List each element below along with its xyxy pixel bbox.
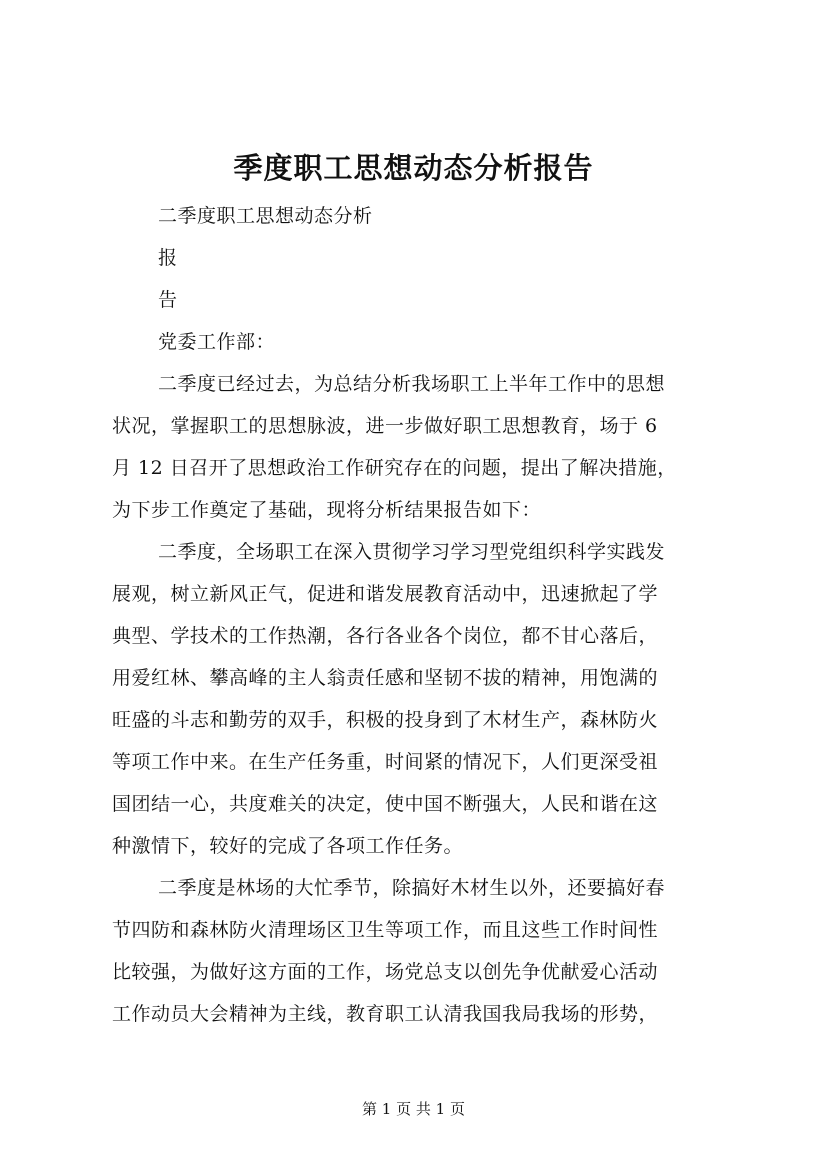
- paragraph-2-line-7: 国团结一心，共度难关的决定，使中国不断强大，人民和谐在这: [112, 793, 659, 815]
- paragraph-1-line-3: 月 12 日召开了思想政治工作研究存在的问题，提出了解决措施，: [112, 457, 677, 479]
- paragraph-2-line-6: 等项工作中来。在生产任务重，时间紧的情况下，人们更深受祖: [112, 751, 659, 773]
- subtitle-char-gao: 告: [158, 289, 178, 311]
- subtitle-line: 二季度职工思想动态分析: [158, 205, 373, 227]
- paragraph-3-line-1: 二季度是林场的大忙季节，除搞好木材生以外，还要搞好春: [158, 877, 666, 899]
- subtitle-char-bao: 报: [158, 247, 178, 269]
- paragraph-2-line-4: 用爱红林、攀高峰的主人翁责任感和坚韧不拔的精神，用饱满的: [112, 667, 659, 689]
- document-title: 季度职工思想动态分析报告: [233, 151, 594, 185]
- paragraph-2-line-3: 典型、学技术的工作热潮，各行各业各个岗位，都不甘心落后，: [112, 625, 659, 647]
- paragraph-2-line-1: 二季度，全场职工在深入贯彻学习学习型党组织科学实践发: [158, 541, 666, 563]
- paragraph-3-line-2: 节四防和森林防火清理场区卫生等项工作，而且这些工作时间性: [112, 919, 659, 941]
- paragraph-2-line-8: 种激情下，较好的完成了各项工作任务。: [112, 835, 464, 857]
- paragraph-2-line-5: 旺盛的斗志和勤劳的双手，积极的投身到了木材生产，森林防火: [112, 709, 659, 731]
- paragraph-3-line-3: 比较强，为做好这方面的工作，场党总支以创先争优献爱心活动: [112, 961, 659, 983]
- recipient-line: 党委工作部：: [158, 331, 276, 353]
- paragraph-1-line-4: 为下步工作奠定了基础，现将分析结果报告如下：: [112, 499, 542, 521]
- paragraph-2-line-2: 展观，树立新风正气，促进和谐发展教育活动中，迅速掀起了学: [112, 583, 659, 605]
- page-number-footer: 第 1 页 共 1 页: [362, 1100, 465, 1118]
- paragraph-1-line-1: 二季度已经过去，为总结分析我场职工上半年工作中的思想: [158, 373, 666, 395]
- paragraph-3-line-4: 工作动员大会精神为主线，教育职工认清我国我局我场的形势，: [112, 1003, 659, 1025]
- paragraph-1-line-2: 状况，掌握职工的思想脉波，进一步做好职工思想教育，场于 6: [112, 415, 658, 437]
